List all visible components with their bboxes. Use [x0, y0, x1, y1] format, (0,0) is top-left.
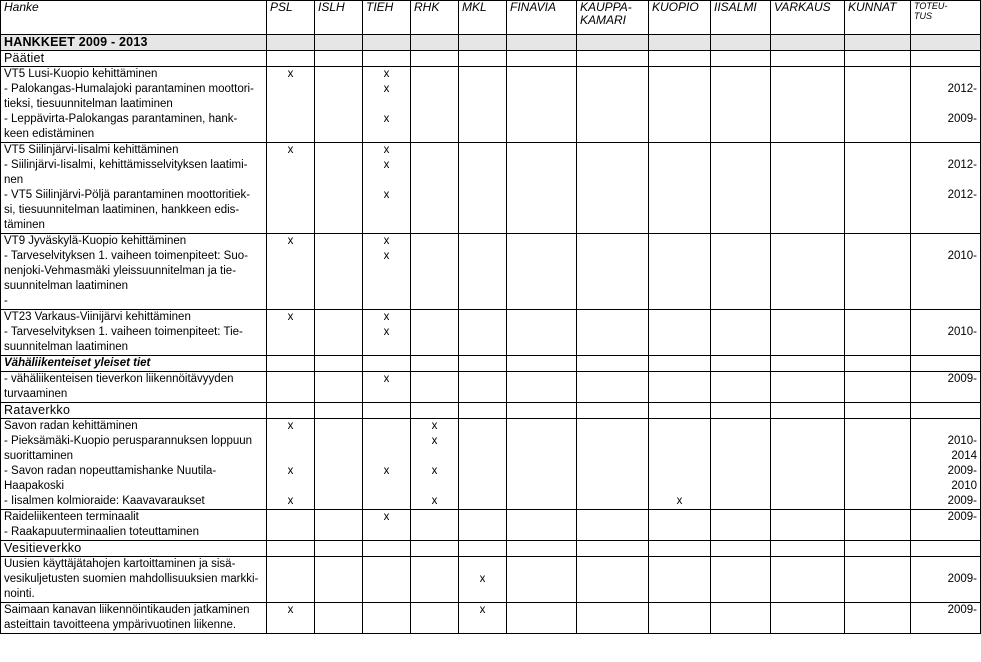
participant-mark	[315, 310, 363, 356]
col-header-mkl: MKL	[459, 1, 507, 35]
realization-year	[911, 51, 981, 67]
participant-mark	[845, 557, 911, 603]
participant-mark	[711, 356, 771, 372]
participant-mark	[459, 356, 507, 372]
header-row	[1, 1, 981, 35]
participant-mark	[507, 419, 577, 510]
participant-mark	[711, 35, 771, 51]
participant-mark	[315, 67, 363, 143]
participant-mark	[771, 143, 845, 234]
participant-mark	[363, 35, 411, 51]
participant-mark	[363, 403, 411, 419]
realization-year: 2012- 2012-	[911, 143, 981, 234]
participant-mark	[649, 143, 711, 234]
participant-mark	[771, 67, 845, 143]
table-row	[1, 51, 981, 67]
participant-mark: x x x	[267, 419, 315, 510]
participant-mark	[711, 403, 771, 419]
participant-mark	[711, 67, 771, 143]
realization-year: 2012- 2009-	[911, 67, 981, 143]
participant-mark	[845, 35, 911, 51]
realization-year: 2009-	[911, 372, 981, 403]
participant-mark	[649, 35, 711, 51]
participant-mark	[711, 510, 771, 541]
table-row	[1, 143, 981, 234]
table-row	[1, 541, 981, 557]
participant-mark	[507, 143, 577, 234]
table-row	[1, 603, 981, 634]
participant-mark	[459, 234, 507, 310]
participant-mark	[577, 234, 649, 310]
participant-mark	[771, 51, 845, 67]
participant-mark	[459, 67, 507, 143]
participant-mark	[771, 310, 845, 356]
participant-mark	[315, 35, 363, 51]
participant-mark	[577, 510, 649, 541]
col-header-finavia: FINAVIA	[507, 1, 577, 35]
col-header-kunnat: KUNNAT	[845, 1, 911, 35]
participant-mark	[267, 541, 315, 557]
col-header-hanke: Hanke	[1, 1, 267, 35]
participant-mark	[649, 67, 711, 143]
participant-mark: x	[459, 603, 507, 634]
participant-mark: x x x	[363, 143, 411, 234]
participant-mark	[267, 35, 315, 51]
participant-mark	[649, 603, 711, 634]
participant-mark	[507, 541, 577, 557]
participant-mark	[845, 310, 911, 356]
realization-year: 2009-	[911, 603, 981, 634]
participant-mark	[315, 419, 363, 510]
participant-mark	[771, 510, 845, 541]
table-body	[1, 35, 981, 634]
participant-mark	[267, 403, 315, 419]
participant-mark	[845, 419, 911, 510]
realization-year: 2010- 2014 2009- 2010 2009-	[911, 419, 981, 510]
participant-mark	[771, 557, 845, 603]
participant-mark	[711, 541, 771, 557]
participant-mark	[459, 403, 507, 419]
col-header-toteutus: TOTEU- TUS	[911, 1, 981, 35]
col-header-tieh: TIEH	[363, 1, 411, 35]
table-row	[1, 557, 981, 603]
participant-mark	[711, 51, 771, 67]
col-header-rhk: RHK	[411, 1, 459, 35]
participant-mark	[363, 557, 411, 603]
participant-mark: x	[267, 67, 315, 143]
participant-mark	[459, 510, 507, 541]
project-description: VT5 Lusi-Kuopio kehittäminen - Palokangas-Humalajoki parantaminen moottori- tieksi, tiesuunnitelman laatiminen - Leppävirta-Palokangas parantaminen, hank- keen edistäminen	[1, 67, 267, 143]
participant-mark: x	[649, 419, 711, 510]
col-header-varkaus: VARKAUS	[771, 1, 845, 35]
project-description: Vähäliikenteiset yleiset tiet	[1, 356, 267, 372]
table-row	[1, 234, 981, 310]
participant-mark	[459, 310, 507, 356]
table-row	[1, 510, 981, 541]
participant-mark	[507, 310, 577, 356]
participant-mark	[845, 234, 911, 310]
participant-mark	[577, 403, 649, 419]
table-row	[1, 356, 981, 372]
participant-mark	[577, 356, 649, 372]
participant-mark	[459, 143, 507, 234]
participant-mark	[711, 419, 771, 510]
col-header-iisalmi: IISALMI	[711, 1, 771, 35]
participant-mark	[459, 372, 507, 403]
participant-mark	[711, 234, 771, 310]
realization-year	[911, 35, 981, 51]
project-description: Päätiet	[1, 51, 267, 67]
participant-mark	[411, 356, 459, 372]
participant-mark	[845, 356, 911, 372]
realization-year	[911, 356, 981, 372]
project-description: Savon radan kehittäminen - Pieksämäki-Kuopio perusparannuksen loppuun suorittaminen - Savon radan nopeuttamishanke Nuutila- Haapakoski - Iisalmen kolmioraide: Kaavavaraukset	[1, 419, 267, 510]
participant-mark	[711, 372, 771, 403]
realization-year	[911, 403, 981, 419]
participant-mark	[507, 234, 577, 310]
participant-mark	[411, 67, 459, 143]
participant-mark	[577, 143, 649, 234]
participant-mark	[267, 510, 315, 541]
participant-mark	[459, 419, 507, 510]
participant-mark	[649, 51, 711, 67]
participant-mark	[507, 35, 577, 51]
project-description: Saimaan kanavan liikennöintikauden jatkaminen asteittain tavoitteena ympärivuotinen liikenne.	[1, 603, 267, 634]
participant-mark	[771, 35, 845, 51]
participant-mark	[649, 356, 711, 372]
participant-mark	[771, 603, 845, 634]
participant-mark	[411, 372, 459, 403]
participant-mark	[315, 372, 363, 403]
participant-mark	[459, 35, 507, 51]
participant-mark	[845, 541, 911, 557]
participant-mark	[315, 403, 363, 419]
participant-mark	[845, 51, 911, 67]
participant-mark	[507, 557, 577, 603]
participant-mark	[711, 143, 771, 234]
project-description: VT9 Jyväskylä-Kuopio kehittäminen - Tarveselvityksen 1. vaiheen toimenpiteet: Suo- nenjoki-Vehmasmäki yleissuunnitelman ja tie- suunnitelman laatiminen -	[1, 234, 267, 310]
realization-year: 2009-	[911, 557, 981, 603]
participant-mark	[411, 234, 459, 310]
participant-mark: x x x x	[411, 419, 459, 510]
participant-mark: x	[267, 310, 315, 356]
participant-mark	[845, 510, 911, 541]
participant-mark	[845, 143, 911, 234]
participant-mark: x x	[363, 234, 411, 310]
col-header-kauppakamari: KAUPPA- KAMARI	[577, 1, 649, 35]
project-description: - vähäliikenteisen tieverkon liikennöitävyyden turvaaminen	[1, 372, 267, 403]
participant-mark	[649, 234, 711, 310]
realization-year: 2010-	[911, 234, 981, 310]
participant-mark	[649, 310, 711, 356]
participant-mark	[363, 603, 411, 634]
project-description: VT5 Siilinjärvi-Iisalmi kehittäminen - Siilinjärvi-Iisalmi, kehittämisselvityksen laatimi- nen - VT5 Siilinjärvi-Pöljä parantaminen moottoritiek- si, tiesuunnitelman laatiminen, hankkeen edis- täminen	[1, 143, 267, 234]
participant-mark	[411, 541, 459, 557]
participant-mark	[845, 372, 911, 403]
participant-mark	[771, 403, 845, 419]
participant-mark	[845, 603, 911, 634]
table-row	[1, 67, 981, 143]
participant-mark	[363, 356, 411, 372]
participant-mark	[711, 603, 771, 634]
participant-mark	[315, 557, 363, 603]
participant-mark	[507, 372, 577, 403]
participant-mark	[411, 510, 459, 541]
participant-mark: x	[267, 234, 315, 310]
participant-mark	[771, 234, 845, 310]
participant-mark	[845, 67, 911, 143]
participant-mark	[315, 541, 363, 557]
participant-mark: x	[363, 372, 411, 403]
participant-mark	[711, 557, 771, 603]
project-description: HANKKEET 2009 - 2013	[1, 35, 267, 51]
participant-mark	[507, 51, 577, 67]
realization-year	[911, 541, 981, 557]
participant-mark	[363, 51, 411, 67]
project-description: VT23 Varkaus-Viinijärvi kehittäminen - Tarveselvityksen 1. vaiheen toimenpiteet: Tie- suunnitelman laatiminen	[1, 310, 267, 356]
table-row	[1, 372, 981, 403]
participant-mark: x	[363, 510, 411, 541]
col-header-islh: ISLH	[315, 1, 363, 35]
participant-mark	[267, 557, 315, 603]
participant-mark	[649, 557, 711, 603]
participant-mark	[315, 51, 363, 67]
participant-mark	[711, 310, 771, 356]
participant-mark	[411, 35, 459, 51]
participant-mark	[459, 541, 507, 557]
participant-mark	[771, 372, 845, 403]
participant-mark	[771, 541, 845, 557]
table-row	[1, 419, 981, 510]
participant-mark	[411, 403, 459, 419]
participant-mark	[577, 557, 649, 603]
participant-mark	[507, 603, 577, 634]
participant-mark	[771, 419, 845, 510]
participant-mark	[315, 510, 363, 541]
participant-mark	[315, 143, 363, 234]
col-header-psl: PSL	[267, 1, 315, 35]
participant-mark	[315, 356, 363, 372]
participant-mark	[267, 372, 315, 403]
participant-mark	[577, 35, 649, 51]
participant-mark: x	[267, 143, 315, 234]
participant-mark	[411, 310, 459, 356]
realization-year: 2009-	[911, 510, 981, 541]
participant-mark	[459, 51, 507, 67]
participant-mark	[363, 541, 411, 557]
realization-year: 2010-	[911, 310, 981, 356]
participant-mark	[649, 403, 711, 419]
participant-mark: x x x	[363, 67, 411, 143]
col-header-kuopio: KUOPIO	[649, 1, 711, 35]
table-row	[1, 310, 981, 356]
participant-mark	[577, 372, 649, 403]
participant-mark	[411, 51, 459, 67]
participant-mark: x	[459, 557, 507, 603]
project-description: Rataverkko	[1, 403, 267, 419]
participant-mark	[315, 603, 363, 634]
participant-mark	[771, 356, 845, 372]
participant-mark	[507, 403, 577, 419]
participant-mark	[507, 356, 577, 372]
participant-mark	[411, 143, 459, 234]
participant-mark	[845, 403, 911, 419]
participant-mark	[411, 603, 459, 634]
table-row	[1, 35, 981, 51]
table-row	[1, 403, 981, 419]
participant-mark	[649, 372, 711, 403]
participant-mark	[577, 603, 649, 634]
participant-mark: x	[363, 419, 411, 510]
project-description: Vesitieverkko	[1, 541, 267, 557]
project-description: Uusien käyttäjätahojen kartoittaminen ja sisä- vesikuljetusten suomien mahdollisuuksien markki- nointi.	[1, 557, 267, 603]
participant-mark	[315, 234, 363, 310]
participant-mark: x	[267, 603, 315, 634]
participant-mark	[507, 510, 577, 541]
participant-mark: x x	[363, 310, 411, 356]
participant-mark	[411, 557, 459, 603]
project-description: Raideliikenteen terminaalit - Raakapuuterminaalien toteuttaminen	[1, 510, 267, 541]
participant-mark	[577, 67, 649, 143]
participant-mark	[507, 67, 577, 143]
participant-mark	[577, 419, 649, 510]
participant-mark	[577, 310, 649, 356]
participant-mark	[267, 356, 315, 372]
participant-mark	[577, 541, 649, 557]
participant-mark	[267, 51, 315, 67]
participant-mark	[649, 510, 711, 541]
participant-mark	[649, 541, 711, 557]
participant-mark	[577, 51, 649, 67]
